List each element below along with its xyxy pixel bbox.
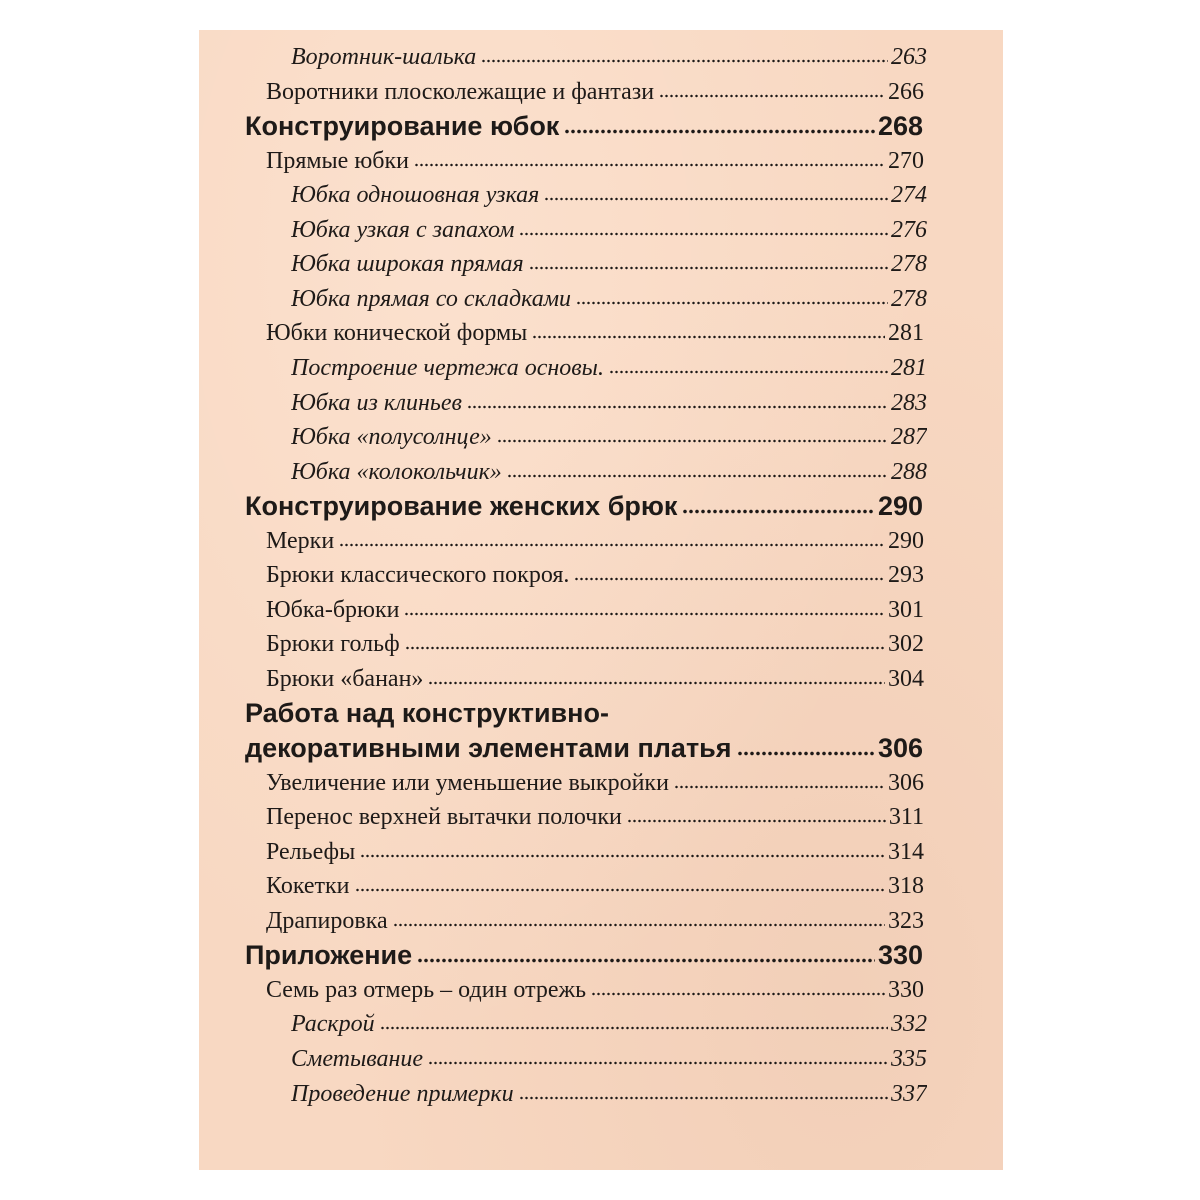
toc-page-number: 287: [891, 424, 927, 451]
toc-entry[interactable]: [266, 799, 924, 835]
toc-entry-title: Юбка из клиньев: [291, 389, 462, 416]
toc-page-number: 281: [891, 354, 927, 381]
dot-leader: [737, 751, 875, 756]
toc-page-number: 306: [888, 769, 924, 796]
toc-entry[interactable]: [266, 74, 924, 110]
toc-entry-title: Воротник-шалька: [291, 44, 477, 70]
toc-page-number: 293: [888, 562, 924, 589]
toc-entry[interactable]: [266, 143, 924, 179]
toc-entry-title: Рельефы: [266, 838, 356, 865]
toc-entry[interactable]: [266, 523, 924, 559]
toc-entry[interactable]: [291, 1006, 927, 1042]
toc-entry-title: Сметывание: [291, 1045, 424, 1072]
toc-entry-title: Мерки: [266, 527, 335, 554]
toc-page-number: 335: [891, 1045, 927, 1072]
toc-page-number: 266: [888, 78, 924, 105]
toc-page-number: 314: [888, 838, 924, 865]
toc-page-number: 302: [888, 631, 924, 658]
book-page: [199, 30, 1003, 1170]
toc-page-number: 318: [888, 873, 924, 900]
toc-entry-title: Юбка узкая с запахом: [291, 216, 515, 243]
toc-entry-title: Брюки «банан»: [266, 665, 424, 692]
toc-entry-title: Воротники плосколежащие и фантази: [266, 78, 655, 105]
toc-entry[interactable]: [291, 246, 927, 282]
toc-page-number: 270: [888, 147, 924, 174]
toc-section-heading[interactable]: [245, 730, 923, 766]
toc-entry-title: Драпировка: [266, 907, 388, 934]
toc-page-number: 281: [888, 320, 924, 347]
toc-page-number: 301: [888, 596, 924, 623]
dot-leader: [481, 59, 888, 63]
dot-leader: [659, 94, 885, 98]
dot-leader: [404, 612, 885, 616]
toc-entry[interactable]: [291, 177, 927, 213]
toc-page-number: 306: [877, 733, 923, 763]
toc-entry-title: Юбка «полусолнце»: [291, 424, 492, 451]
toc-entry[interactable]: [291, 385, 927, 421]
toc-entry-title: Построение чертежа основы.: [291, 354, 604, 381]
dot-leader: [339, 543, 885, 547]
toc-page-number: 274: [891, 182, 927, 209]
dot-leader: [627, 819, 886, 823]
dot-leader: [405, 646, 885, 650]
toc-entry-title: Юбка одношовная узкая: [291, 182, 540, 209]
dot-leader: [380, 1026, 888, 1030]
dot-leader: [674, 785, 885, 789]
toc-entry[interactable]: [291, 350, 927, 386]
toc-entry-title: Юбка прямая со складками: [291, 285, 572, 312]
dot-leader: [428, 681, 885, 685]
toc-entry[interactable]: [291, 1076, 927, 1112]
dot-leader: [519, 232, 888, 236]
toc-entry-title: Брюки гольф: [266, 631, 400, 658]
toc-page-number: 278: [891, 251, 927, 278]
toc-page-number: 278: [891, 285, 927, 312]
toc-entry-title: Юбка «колокольчик»: [291, 458, 502, 485]
toc-entry[interactable]: [291, 212, 927, 248]
toc-page-number: 276: [891, 216, 927, 243]
dot-leader: [414, 163, 885, 167]
toc-page-number: 311: [888, 804, 924, 831]
dot-leader: [564, 129, 875, 134]
dot-leader: [574, 577, 885, 581]
dot-leader: [519, 1096, 888, 1100]
toc-entry-title: Брюки классического покроя.: [266, 562, 570, 589]
toc-entry[interactable]: [291, 454, 927, 490]
toc-entry[interactable]: [291, 419, 927, 455]
dot-leader: [497, 439, 888, 443]
toc-page-number: 337: [891, 1080, 927, 1107]
dot-leader: [428, 1061, 888, 1065]
toc-page-number: 323: [888, 907, 924, 934]
toc-page-number: 330: [877, 940, 923, 971]
dot-leader: [360, 854, 885, 858]
toc-entry[interactable]: [266, 834, 924, 870]
toc-page-number: 288: [891, 458, 927, 485]
toc-entry[interactable]: [291, 1041, 927, 1077]
toc-entry-title: Юбки конической формы: [266, 320, 528, 347]
toc-page-number: 263: [891, 44, 927, 70]
toc-entry-title: Юбка широкая прямая: [291, 251, 524, 278]
toc-entry[interactable]: [266, 972, 924, 1008]
toc-page-number: 290: [888, 527, 924, 554]
dot-leader: [529, 266, 888, 270]
dot-leader: [467, 405, 888, 409]
toc-page-number: 268: [877, 111, 923, 142]
toc-entry[interactable]: [266, 626, 924, 662]
toc-page-number: 332: [891, 1011, 927, 1038]
toc-entry-title: Перенос верхней вытачки полочки: [266, 804, 622, 831]
dot-leader: [609, 370, 888, 374]
toc-entry-title: Прямые юбки: [266, 147, 409, 174]
toc-entry-title: Юбка-брюки: [266, 596, 400, 623]
toc-entry-title: Приложение: [245, 940, 413, 971]
toc-entry-title: Увеличение или уменьшение выкройки: [266, 769, 669, 796]
toc-entry-title: Кокетки: [266, 873, 350, 900]
toc-entry-title: декоративными элементами платья: [245, 733, 732, 763]
dot-leader: [576, 301, 888, 305]
dot-leader: [544, 197, 888, 201]
toc-page-number: 304: [888, 665, 924, 692]
toc-page-number: 283: [891, 389, 927, 416]
toc-entry-title: Конструирование женских брюк: [245, 491, 678, 522]
toc-section-heading-line1[interactable]: Работа над конструктивно-: [245, 698, 609, 729]
table-of-contents: [199, 30, 1003, 1170]
toc-entry-title: Раскрой: [291, 1011, 375, 1038]
toc-entry[interactable]: [266, 765, 924, 801]
toc-section-heading[interactable]: [245, 108, 923, 144]
dot-leader: [355, 888, 885, 892]
dot-leader: [591, 992, 885, 996]
toc-page-number: 290: [877, 491, 923, 522]
toc-entry[interactable]: [266, 661, 924, 697]
dot-leader: [532, 335, 885, 339]
toc-entry[interactable]: [266, 903, 924, 939]
toc-entry[interactable]: [266, 868, 924, 904]
toc-entry-title: Проведение примерки: [291, 1080, 514, 1107]
dot-leader: [393, 923, 885, 927]
dot-leader: [507, 474, 888, 478]
dot-leader: [417, 958, 875, 963]
toc-page-number: 330: [888, 976, 924, 1003]
toc-entry-title: Конструирование юбок: [245, 111, 560, 142]
toc-entry[interactable]: [291, 39, 927, 75]
toc-section-heading[interactable]: [245, 488, 923, 524]
toc-entry[interactable]: [266, 557, 924, 593]
toc-section-heading[interactable]: [245, 937, 923, 973]
dot-leader: [682, 509, 875, 514]
toc-entry-title: Семь раз отмерь – один отрежь: [266, 976, 587, 1003]
toc-entry[interactable]: [266, 315, 924, 351]
toc-entry[interactable]: [266, 592, 924, 628]
toc-entry[interactable]: [291, 281, 927, 317]
